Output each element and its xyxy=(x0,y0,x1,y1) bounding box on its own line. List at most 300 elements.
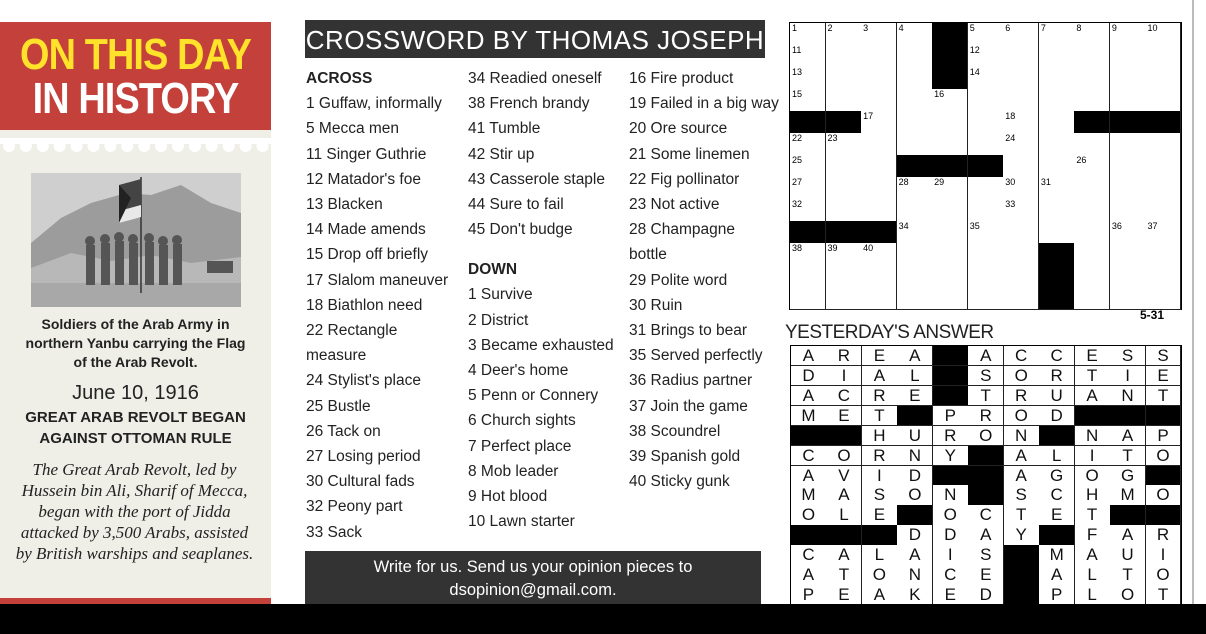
grid-cell[interactable] xyxy=(1039,67,1075,90)
answer-letter: L xyxy=(826,505,862,525)
clue-item: 12 Matador's foe xyxy=(306,170,421,188)
grid-cell[interactable] xyxy=(1145,221,1181,244)
grid-cell[interactable] xyxy=(1074,243,1110,266)
grid-cell[interactable] xyxy=(826,45,862,68)
historic-photo xyxy=(31,173,241,307)
grid-black-square xyxy=(932,23,968,46)
answer-letter: T xyxy=(968,386,1004,406)
grid-cell[interactable] xyxy=(826,177,862,200)
grid-cell[interactable] xyxy=(1039,45,1075,68)
grid-cell[interactable] xyxy=(1145,287,1181,310)
clue-number: 13 xyxy=(792,67,803,77)
grid-cell[interactable] xyxy=(1110,67,1146,90)
grid-cell[interactable] xyxy=(861,133,897,156)
clue-item: 25 Bustle xyxy=(306,397,371,415)
answer-black-square xyxy=(1075,406,1111,426)
answer-letter: R xyxy=(968,406,1004,426)
answer-black-square xyxy=(933,466,969,486)
grid-cell[interactable] xyxy=(1145,243,1181,266)
grid-black-square xyxy=(1110,111,1146,134)
grid-cell[interactable] xyxy=(897,221,933,244)
grid-cell[interactable] xyxy=(1110,89,1146,112)
grid-cell[interactable] xyxy=(1074,23,1110,46)
grid-cell[interactable] xyxy=(1110,287,1146,310)
grid-cell[interactable] xyxy=(897,287,933,310)
grid-cell[interactable] xyxy=(1074,177,1110,200)
clue-number: 32 xyxy=(792,199,803,209)
clue-number: 35 xyxy=(969,221,980,231)
clue-item: 37 Join the game xyxy=(629,397,748,415)
grid-cell[interactable] xyxy=(1110,133,1146,156)
clue-number: 16 xyxy=(934,89,945,99)
grid-cell[interactable] xyxy=(1110,45,1146,68)
clue-item: 23 Not active xyxy=(629,196,720,214)
answer-letter: C xyxy=(791,446,827,466)
clue-item: 32 Peony part xyxy=(306,498,403,516)
opinion-email-link[interactable]: dsopinion@gmail.com. xyxy=(449,581,617,599)
answer-letter: A xyxy=(1075,386,1111,406)
grid-cell[interactable] xyxy=(1003,221,1039,244)
event-body: The Great Arab Revolt, led by Hussein bin Ali, Sharif of Mecca, began with the port of Jidda attacked by 3,500 Arabs, assisted by British warships and seaplanes. xyxy=(15,460,254,563)
clue-number: 30 xyxy=(1005,177,1016,187)
grid-cell[interactable] xyxy=(897,133,933,156)
grid-black-square xyxy=(932,67,968,90)
grid-cell[interactable] xyxy=(932,199,968,222)
grid-cell[interactable] xyxy=(968,177,1004,200)
grid-black-square xyxy=(968,155,1004,178)
grid-cell[interactable] xyxy=(790,243,826,266)
grid-cell[interactable] xyxy=(1003,133,1039,156)
answer-letter: E xyxy=(1146,366,1182,386)
clue-item: 20 Ore source xyxy=(629,120,728,138)
answer-black-square xyxy=(968,446,1004,466)
grid-cell[interactable] xyxy=(897,199,933,222)
clue-number: 17 xyxy=(863,111,874,121)
grid-cell[interactable] xyxy=(790,155,826,178)
clue-number: 26 xyxy=(1076,155,1087,165)
photo-caption: Soldiers of the Arab Army in northern Yanbu carrying the Flag of the Arab Revolt. xyxy=(25,316,246,370)
answer-letter: M xyxy=(1039,545,1075,565)
grid-cell[interactable] xyxy=(1074,287,1110,310)
yesterdays-answer-title: YESTERDAY'S ANSWER xyxy=(785,322,994,343)
clue-item: 45 Don't budge xyxy=(468,221,573,239)
grid-cell[interactable] xyxy=(861,177,897,200)
scallop-dot xyxy=(206,140,218,152)
grid-cell[interactable] xyxy=(1003,155,1039,178)
clue-item: 7 Perfect place xyxy=(468,437,572,455)
answer-letter: C xyxy=(933,565,969,585)
grid-cell[interactable] xyxy=(1110,265,1146,288)
clue-number: 27 xyxy=(792,177,803,187)
answer-letter: C xyxy=(1039,346,1075,366)
clue-item: 33 Sack xyxy=(306,523,363,541)
clue-item: 22 Rectangle xyxy=(306,322,398,340)
grid-cell[interactable] xyxy=(968,89,1004,112)
clue-number: 40 xyxy=(863,243,874,253)
answer-letter: A xyxy=(897,545,933,565)
grid-cell[interactable] xyxy=(968,243,1004,266)
grid-cell[interactable] xyxy=(826,243,862,266)
clue-number: 8 xyxy=(1076,23,1082,33)
grid-cell[interactable] xyxy=(790,265,826,288)
grid-black-square xyxy=(1145,111,1181,134)
clue-item: 21 Some linemen xyxy=(629,145,750,163)
scallop-dot xyxy=(3,140,15,152)
answer-letter: O xyxy=(968,426,1004,446)
grid-cell[interactable] xyxy=(1110,177,1146,200)
grid-cell[interactable] xyxy=(861,287,897,310)
answer-letter: O xyxy=(933,505,969,525)
answer-letter: L xyxy=(1039,446,1075,466)
answer-letter: O xyxy=(791,505,827,525)
grid-cell[interactable] xyxy=(1003,243,1039,266)
grid-cell[interactable] xyxy=(1074,45,1110,68)
grid-cell[interactable] xyxy=(1039,199,1075,222)
across-clue-list xyxy=(306,91,466,545)
grid-cell[interactable] xyxy=(861,23,897,46)
grid-cell[interactable] xyxy=(790,199,826,222)
clue-item: 44 Sure to fail xyxy=(468,196,564,214)
clue-item: 35 Served perfectly xyxy=(629,347,763,365)
grid-cell[interactable] xyxy=(790,45,826,68)
grid-cell[interactable] xyxy=(968,199,1004,222)
answer-letter: E xyxy=(1039,505,1075,525)
grid-cell[interactable] xyxy=(1003,177,1039,200)
grid-cell[interactable] xyxy=(1003,45,1039,68)
answer-letter: A xyxy=(826,485,862,505)
grid-cell[interactable] xyxy=(1145,265,1181,288)
clue-number: 14 xyxy=(969,67,980,77)
answer-letter: A xyxy=(791,466,827,486)
grid-cell[interactable] xyxy=(826,265,862,288)
answer-black-square xyxy=(1039,426,1075,446)
grid-cell[interactable] xyxy=(897,265,933,288)
answer-letter: N xyxy=(1075,426,1111,446)
answer-letter: L xyxy=(862,545,898,565)
answer-letter: I xyxy=(1075,446,1111,466)
grid-cell[interactable] xyxy=(968,221,1004,244)
clue-number: 34 xyxy=(898,221,909,231)
grid-cell[interactable] xyxy=(932,287,968,310)
grid-cell[interactable] xyxy=(1074,155,1110,178)
answer-letter: D xyxy=(897,525,933,545)
grid-cell[interactable] xyxy=(897,111,933,134)
clue-item: 14 Made amends xyxy=(306,221,426,239)
grid-cell[interactable] xyxy=(1074,133,1110,156)
grid-cell[interactable] xyxy=(1074,199,1110,222)
grid-cell[interactable] xyxy=(1145,199,1181,222)
grid-cell[interactable] xyxy=(1074,265,1110,288)
grid-cell[interactable] xyxy=(1074,221,1110,244)
grid-cell[interactable] xyxy=(968,23,1004,46)
grid-cell[interactable] xyxy=(826,67,862,90)
grid-cell[interactable] xyxy=(897,45,933,68)
answer-black-square xyxy=(897,406,933,426)
grid-cell[interactable] xyxy=(861,67,897,90)
scallop-dot xyxy=(20,140,32,152)
grid-cell[interactable] xyxy=(897,177,933,200)
answer-black-square xyxy=(1146,406,1182,426)
answer-letter: T xyxy=(1146,585,1182,604)
grid-black-square xyxy=(932,45,968,68)
answer-letter: R xyxy=(1004,386,1040,406)
clue-item: 27 Losing period xyxy=(306,448,421,466)
grid-cell[interactable] xyxy=(861,243,897,266)
answer-black-square xyxy=(1110,406,1146,426)
grid-cell[interactable] xyxy=(1110,243,1146,266)
answer-letter: T xyxy=(826,565,862,585)
column-rule xyxy=(1192,0,1194,604)
clue-item: 29 Polite word xyxy=(629,271,728,289)
answer-letter: L xyxy=(1075,565,1111,585)
clue-item: 11 Singer Guthrie xyxy=(306,145,427,163)
clue-item: 17 Slalom maneuver xyxy=(306,271,449,289)
answer-letter: Y xyxy=(933,446,969,466)
grid-cell[interactable] xyxy=(1110,23,1146,46)
clue-item: 15 Drop off briefly xyxy=(306,246,429,264)
grid-cell[interactable] xyxy=(861,111,897,134)
answer-letter: C xyxy=(1039,485,1075,505)
scallop-dot xyxy=(155,140,167,152)
grid-cell[interactable] xyxy=(968,265,1004,288)
grid-black-square xyxy=(932,155,968,178)
clues-column-3 xyxy=(629,66,779,494)
grid-cell[interactable] xyxy=(1110,199,1146,222)
crossword-grid xyxy=(789,22,1182,310)
scallop-dot xyxy=(88,140,100,152)
down-clue-list-continued xyxy=(629,66,779,494)
clue-item: 4 Deer's home xyxy=(468,362,569,380)
clues-column-1 xyxy=(306,66,466,545)
answer-letter: A xyxy=(897,346,933,366)
answer-black-square xyxy=(791,426,827,446)
answer-letter: O xyxy=(1004,406,1040,426)
clue-item: 8 Mob leader xyxy=(468,462,559,480)
answer-letter: A xyxy=(1004,466,1040,486)
grid-cell[interactable] xyxy=(932,111,968,134)
answer-letter: O xyxy=(1146,485,1182,505)
clue-item: 18 Biathlon need xyxy=(306,296,423,314)
answer-letter: A xyxy=(1004,446,1040,466)
answer-letter: S xyxy=(968,366,1004,386)
grid-cell[interactable] xyxy=(897,23,933,46)
grid-cell[interactable] xyxy=(790,23,826,46)
grid-cell[interactable] xyxy=(1039,221,1075,244)
write-for-us-box xyxy=(305,551,761,604)
answer-letter: A xyxy=(791,565,827,585)
grid-black-square xyxy=(861,221,897,244)
grid-cell[interactable] xyxy=(1003,23,1039,46)
grid-cell[interactable] xyxy=(826,133,862,156)
clue-number: 12 xyxy=(969,45,980,55)
answer-letter: N xyxy=(1110,386,1146,406)
answer-letter: O xyxy=(1146,446,1182,466)
clue-item: 6 Church sights xyxy=(468,412,576,430)
grid-cell[interactable] xyxy=(861,45,897,68)
clue-number: 38 xyxy=(792,243,803,253)
answer-letter: C xyxy=(791,545,827,565)
answer-letter: O xyxy=(1110,585,1146,604)
grid-cell[interactable] xyxy=(968,67,1004,90)
grid-cell[interactable] xyxy=(1003,287,1039,310)
answer-black-square xyxy=(933,346,969,366)
grid-cell[interactable] xyxy=(826,89,862,112)
grid-cell[interactable] xyxy=(1074,89,1110,112)
answer-letter: M xyxy=(791,485,827,505)
grid-cell[interactable] xyxy=(826,199,862,222)
answer-black-square xyxy=(1004,545,1040,565)
grid-cell[interactable] xyxy=(861,265,897,288)
answer-letter: S xyxy=(968,545,1004,565)
clue-number: 18 xyxy=(1005,111,1016,121)
grid-cell[interactable] xyxy=(1039,177,1075,200)
grid-cell[interactable] xyxy=(1145,89,1181,112)
answer-letter: D xyxy=(1039,406,1075,426)
scallop-dot xyxy=(240,140,252,152)
grid-cell[interactable] xyxy=(826,23,862,46)
answer-letter: R xyxy=(862,386,898,406)
clue-number: 39 xyxy=(827,243,838,253)
clue-number: 2 xyxy=(827,23,833,33)
grid-cell[interactable] xyxy=(861,155,897,178)
grid-cell[interactable] xyxy=(1145,23,1181,46)
grid-cell[interactable] xyxy=(932,243,968,266)
clue-item: 3 Became exhausted xyxy=(468,336,614,354)
grid-cell[interactable] xyxy=(897,89,933,112)
answer-black-square xyxy=(968,485,1004,505)
grid-cell[interactable] xyxy=(861,89,897,112)
answer-black-square xyxy=(1004,585,1040,604)
grid-black-square xyxy=(1039,287,1075,310)
answer-black-square xyxy=(1146,466,1182,486)
grid-cell[interactable] xyxy=(1110,221,1146,244)
grid-cell[interactable] xyxy=(897,243,933,266)
grid-cell[interactable] xyxy=(1039,111,1075,134)
answer-letter: G xyxy=(1110,466,1146,486)
grid-cell[interactable] xyxy=(1145,177,1181,200)
answer-letter: G xyxy=(1039,466,1075,486)
clue-number: 4 xyxy=(898,23,904,33)
answer-letter: N xyxy=(897,446,933,466)
answer-letter: V xyxy=(826,466,862,486)
grid-cell[interactable] xyxy=(897,67,933,90)
grid-cell[interactable] xyxy=(1039,89,1075,112)
clue-item: 22 Fig pollinator xyxy=(629,170,740,188)
answer-black-square xyxy=(1110,505,1146,525)
answer-letter: T xyxy=(1110,446,1146,466)
grid-cell[interactable] xyxy=(1145,45,1181,68)
grid-cell[interactable] xyxy=(1039,133,1075,156)
clue-number: 6 xyxy=(1005,23,1011,33)
answer-letter: Y xyxy=(1004,525,1040,545)
clue-item: 19 Failed in a big way xyxy=(629,95,779,113)
grid-cell[interactable] xyxy=(1145,67,1181,90)
grid-black-square xyxy=(1074,111,1110,134)
answer-letter: H xyxy=(862,426,898,446)
answer-letter: N xyxy=(1004,426,1040,446)
answer-letter: A xyxy=(1110,426,1146,446)
grid-cell[interactable] xyxy=(1003,199,1039,222)
clue-number: 7 xyxy=(1040,23,1046,33)
grid-cell[interactable] xyxy=(932,177,968,200)
grid-black-square xyxy=(1039,265,1075,288)
grid-cell[interactable] xyxy=(968,45,1004,68)
clue-item: 26 Tack on xyxy=(306,422,381,440)
across-clue-list-continued xyxy=(468,66,628,242)
answer-letter: O xyxy=(862,565,898,585)
scallop-dot xyxy=(71,140,83,152)
grid-cell[interactable] xyxy=(932,265,968,288)
grid-cell[interactable] xyxy=(790,67,826,90)
clue-number: 29 xyxy=(934,177,945,187)
clue-item: 5 Mecca men xyxy=(306,120,400,138)
answer-letter: A xyxy=(791,386,827,406)
grid-black-square xyxy=(1039,243,1075,266)
answer-letter: L xyxy=(897,366,933,386)
answer-letter: A xyxy=(968,525,1004,545)
grid-cell[interactable] xyxy=(790,177,826,200)
answer-letter: P xyxy=(933,406,969,426)
grid-cell[interactable] xyxy=(1003,265,1039,288)
grid-cell[interactable] xyxy=(1039,155,1075,178)
clue-number: 23 xyxy=(827,133,838,143)
grid-cell[interactable] xyxy=(932,133,968,156)
on-this-day-panel xyxy=(0,22,271,604)
grid-cell[interactable] xyxy=(1039,23,1075,46)
clue-number: 9 xyxy=(1111,23,1117,33)
answer-letter: I xyxy=(862,466,898,486)
clue-item: 34 Readied oneself xyxy=(468,70,602,87)
grid-cell[interactable] xyxy=(826,155,862,178)
grid-cell[interactable] xyxy=(790,287,826,310)
scallop-divider xyxy=(0,138,271,160)
grid-cell[interactable] xyxy=(1003,67,1039,90)
answer-black-square xyxy=(826,525,862,545)
answer-letter: E xyxy=(826,406,862,426)
grid-cell[interactable] xyxy=(1145,155,1181,178)
answer-letter: S xyxy=(862,485,898,505)
answer-letter: H xyxy=(1075,485,1111,505)
grid-cell[interactable] xyxy=(932,221,968,244)
clue-item: 5 Penn or Connery xyxy=(468,387,599,405)
grid-cell[interactable] xyxy=(1003,89,1039,112)
answer-letter: R xyxy=(1146,525,1182,545)
grid-cell[interactable] xyxy=(968,287,1004,310)
clue-item: 38 Scoundrel xyxy=(629,422,721,440)
answer-letter: E xyxy=(1075,346,1111,366)
grid-cell[interactable] xyxy=(790,133,826,156)
clue-item: 24 Stylist's place xyxy=(306,372,421,390)
grid-cell[interactable] xyxy=(968,111,1004,134)
grid-cell[interactable] xyxy=(1110,155,1146,178)
scallop-dot xyxy=(257,140,269,152)
grid-cell[interactable] xyxy=(932,89,968,112)
answer-black-square xyxy=(1146,505,1182,525)
puzzle-date: 5-31 xyxy=(1140,308,1165,322)
grid-cell[interactable] xyxy=(790,89,826,112)
answer-letter: N xyxy=(933,485,969,505)
grid-cell[interactable] xyxy=(1003,111,1039,134)
answer-letter: S xyxy=(1110,346,1146,366)
grid-cell[interactable] xyxy=(968,133,1004,156)
answer-letter: R xyxy=(826,346,862,366)
clue-item: 31 Brings to bear xyxy=(629,322,748,340)
grid-cell[interactable] xyxy=(1074,67,1110,90)
clue-item: bottle xyxy=(629,246,667,264)
grid-cell[interactable] xyxy=(861,199,897,222)
grid-cell[interactable] xyxy=(826,287,862,310)
grid-cell[interactable] xyxy=(1145,133,1181,156)
